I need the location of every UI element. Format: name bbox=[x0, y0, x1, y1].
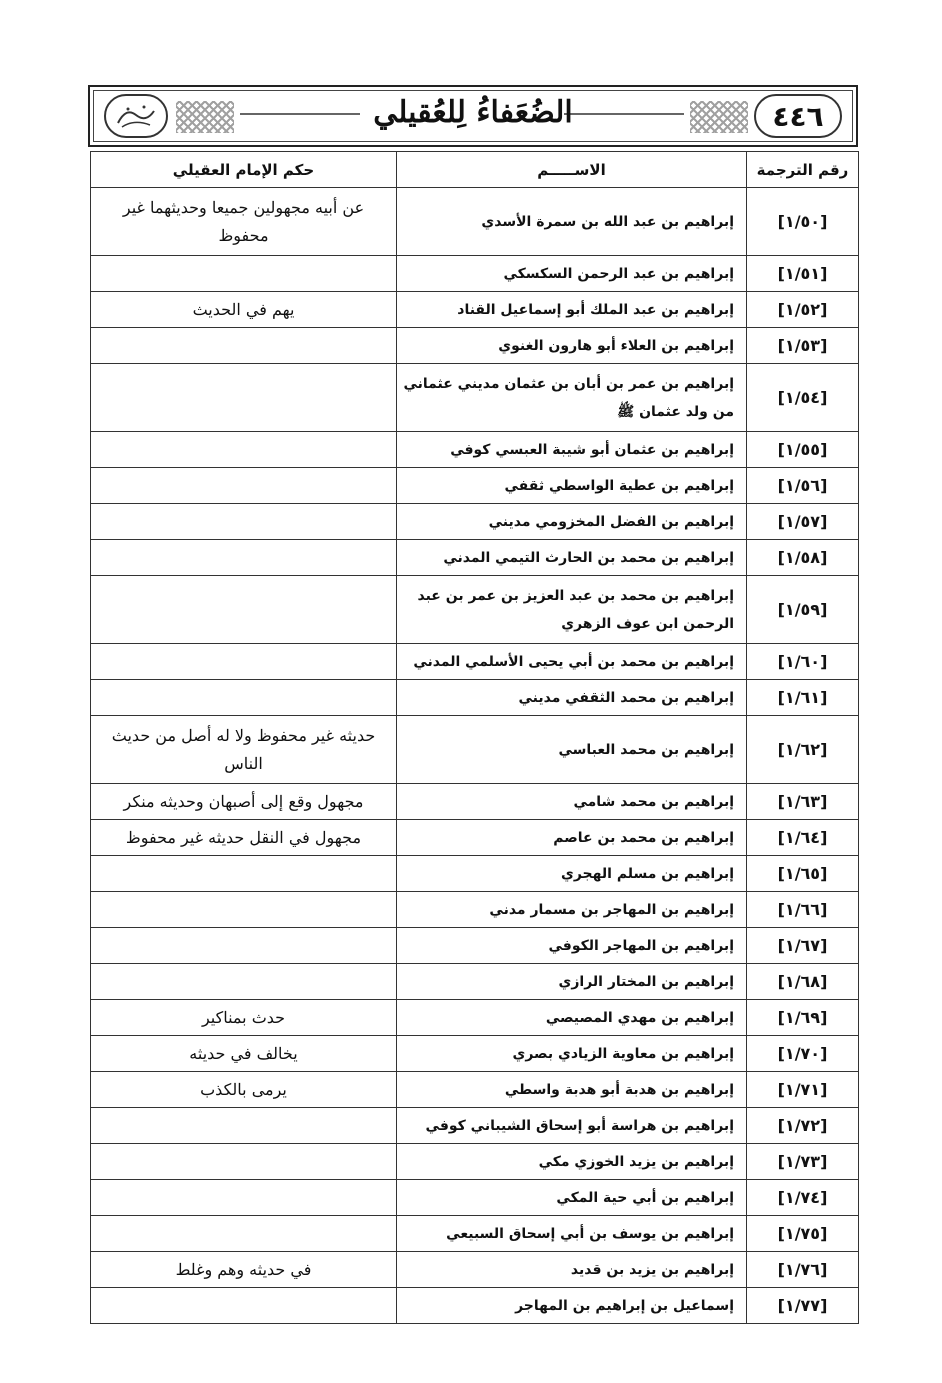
ruling-text bbox=[91, 1216, 397, 1252]
table-row bbox=[91, 680, 859, 716]
ruling-text: عن أبيه مجهولين جميعا وحديثهما غير محفوظ bbox=[91, 188, 397, 256]
ruling-text bbox=[91, 680, 397, 716]
narrator-name: إبراهيم بن مسلم الهجري bbox=[397, 856, 747, 892]
ruling-text bbox=[91, 540, 397, 576]
column-header-name: الاســـــم bbox=[397, 152, 747, 188]
ruling-text bbox=[91, 328, 397, 364]
entry-number: [١/٥٤] bbox=[747, 364, 859, 432]
narrator-name: إبراهيم بن محمد بن عاصم bbox=[397, 820, 747, 856]
entry-number: [١/٦١] bbox=[747, 680, 859, 716]
ornament-right bbox=[690, 101, 748, 133]
entry-number: [١/٥٣] bbox=[747, 328, 859, 364]
narrator-name: إبراهيم بن عثمان أبو شيبة العبسي كوفي bbox=[397, 432, 747, 468]
entry-number: [١/٥٩] bbox=[747, 576, 859, 644]
entry-number: [١/٧٢] bbox=[747, 1108, 859, 1144]
table-row bbox=[91, 364, 859, 432]
table-row bbox=[91, 856, 859, 892]
table-row bbox=[91, 1216, 859, 1252]
entry-number: [١/٦٤] bbox=[747, 820, 859, 856]
table-header-row bbox=[91, 152, 859, 188]
column-header-number: رقم الترجمة bbox=[747, 152, 859, 188]
ruling-text: حدث بمناكير bbox=[91, 1000, 397, 1036]
narrator-name: إبراهيم بن هدبة أبو هدبة واسطي bbox=[397, 1072, 747, 1108]
table-row bbox=[91, 256, 859, 292]
ruling-text bbox=[91, 644, 397, 680]
table-row bbox=[91, 292, 859, 328]
entry-number: [١/٥٧] bbox=[747, 504, 859, 540]
flourish-left bbox=[240, 113, 360, 115]
ruling-text bbox=[91, 364, 397, 432]
narrator-name: إبراهيم بن مهدي المصيصي bbox=[397, 1000, 747, 1036]
entry-number: [١/٧٣] bbox=[747, 1144, 859, 1180]
narrator-name: إبراهيم بن محمد بن عبد العزيز بن عمر بن عبد الرحمن ابن عوف الزهري bbox=[397, 576, 747, 644]
table-row bbox=[91, 716, 859, 784]
ruling-text bbox=[91, 892, 397, 928]
ruling-text bbox=[91, 856, 397, 892]
entry-number: [١/٧٤] bbox=[747, 1180, 859, 1216]
narrator-name: إبراهيم بن محمد بن أبي يحيى الأسلمي المدني bbox=[397, 644, 747, 680]
entry-number: [١/٦٩] bbox=[747, 1000, 859, 1036]
ruling-text bbox=[91, 1288, 397, 1324]
ruling-text: في حديثه وهم وغلط bbox=[91, 1252, 397, 1288]
narrator-name: إبراهيم بن محمد الثقفي مديني bbox=[397, 680, 747, 716]
entry-number: [١/٥٥] bbox=[747, 432, 859, 468]
ruling-text: يهم في الحديث bbox=[91, 292, 397, 328]
ruling-text bbox=[91, 256, 397, 292]
entry-number: [١/٦٧] bbox=[747, 928, 859, 964]
ruling-text bbox=[91, 576, 397, 644]
narrator-name: إبراهيم بن عبد الله بن سمرة الأسدي bbox=[397, 188, 747, 256]
table-row bbox=[91, 1288, 859, 1324]
narrator-name: إبراهيم بن الفضل المخزومي مديني bbox=[397, 504, 747, 540]
entry-number: [١/٦٥] bbox=[747, 856, 859, 892]
entry-number: [١/٥٠] bbox=[747, 188, 859, 256]
table-row bbox=[91, 928, 859, 964]
table-row bbox=[91, 820, 859, 856]
ruling-text bbox=[91, 1180, 397, 1216]
ruling-text bbox=[91, 468, 397, 504]
table-row bbox=[91, 784, 859, 820]
narrator-name: إبراهيم بن العلاء أبو هارون الغنوي bbox=[397, 328, 747, 364]
narrator-name: إبراهيم بن المختار الرازي bbox=[397, 964, 747, 1000]
table-row bbox=[91, 188, 859, 256]
ruling-text bbox=[91, 504, 397, 540]
entry-number: [١/٦٨] bbox=[747, 964, 859, 1000]
ruling-text bbox=[91, 928, 397, 964]
narrator-name: إبراهيم بن محمد العباسي bbox=[397, 716, 747, 784]
narrator-name: إبراهيم بن يزيد الخوزي مكي bbox=[397, 1144, 747, 1180]
entry-number: [١/٥٨] bbox=[747, 540, 859, 576]
narrator-name: إبراهيم بن يزيد بن قديد bbox=[397, 1252, 747, 1288]
entry-number: [١/٥٦] bbox=[747, 468, 859, 504]
table-row bbox=[91, 504, 859, 540]
ornament-left bbox=[176, 101, 234, 133]
ruling-text: مجهول في النقل حديثه غير محفوظ bbox=[91, 820, 397, 856]
narrator-name: إبراهيم بن يوسف بن أبي إسحاق السبيعي bbox=[397, 1216, 747, 1252]
page-number: ٤٤٦ bbox=[754, 94, 842, 138]
narrator-name: إبراهيم بن محمد بن الحارث التيمي المدني bbox=[397, 540, 747, 576]
table-row bbox=[91, 892, 859, 928]
ruling-text bbox=[91, 1108, 397, 1144]
narrator-name: إبراهيم بن معاوية الزيادي بصري bbox=[397, 1036, 747, 1072]
narrator-name: إبراهيم بن المهاجر الكوفي bbox=[397, 928, 747, 964]
table-row bbox=[91, 328, 859, 364]
entry-number: [١/٧٧] bbox=[747, 1288, 859, 1324]
narrator-name: إبراهيم بن أبي حية المكي bbox=[397, 1180, 747, 1216]
table-row bbox=[91, 540, 859, 576]
narrator-name: إسماعيل بن إبراهيم بن المهاجر bbox=[397, 1288, 747, 1324]
page-header bbox=[88, 85, 858, 147]
table-row bbox=[91, 1036, 859, 1072]
entry-number: [١/٧٠] bbox=[747, 1036, 859, 1072]
narrator-name: إبراهيم بن عبد الملك أبو إسماعيل القناد bbox=[397, 292, 747, 328]
column-header-ruling: حكم الإمام العقيلي bbox=[91, 152, 397, 188]
narrator-name: إبراهيم بن عبد الرحمن السكسكي bbox=[397, 256, 747, 292]
ruling-text: حديثه غير محفوظ ولا له أصل من حديث الناس bbox=[91, 716, 397, 784]
entry-number: [١/٥١] bbox=[747, 256, 859, 292]
book-emblem bbox=[104, 94, 168, 138]
narrator-name: إبراهيم بن محمد شامي bbox=[397, 784, 747, 820]
ruling-text bbox=[91, 1144, 397, 1180]
narrators-table bbox=[90, 151, 859, 1324]
table-row bbox=[91, 1000, 859, 1036]
book-title: الضُعَفاءُ لِلعُقيلي bbox=[373, 95, 573, 130]
table-row bbox=[91, 1144, 859, 1180]
narrator-name: إبراهيم بن عطية الواسطي ثقفي bbox=[397, 468, 747, 504]
table-row bbox=[91, 432, 859, 468]
flourish-right bbox=[564, 113, 684, 115]
table-row bbox=[91, 1108, 859, 1144]
narrator-name: إبراهيم بن المهاجر بن مسمار مدني bbox=[397, 892, 747, 928]
entry-number: [١/٦٣] bbox=[747, 784, 859, 820]
table-row bbox=[91, 576, 859, 644]
table-row bbox=[91, 1180, 859, 1216]
entry-number: [١/٦٠] bbox=[747, 644, 859, 680]
entry-number: [١/٧٥] bbox=[747, 1216, 859, 1252]
entry-number: [١/٧١] bbox=[747, 1072, 859, 1108]
narrator-name: إبراهيم بن عمر بن أبان بن عثمان مديني عثماني من ولد عثمان ﷺ bbox=[397, 364, 747, 432]
table-row bbox=[91, 644, 859, 680]
entry-number: [١/٦٢] bbox=[747, 716, 859, 784]
emblem-calligraphy-icon bbox=[114, 101, 158, 131]
entry-number: [١/٦٦] bbox=[747, 892, 859, 928]
entry-number: [١/٧٦] bbox=[747, 1252, 859, 1288]
table-row bbox=[91, 1252, 859, 1288]
ruling-text bbox=[91, 964, 397, 1000]
ruling-text: يخالف في حديثه bbox=[91, 1036, 397, 1072]
ruling-text bbox=[91, 432, 397, 468]
ruling-text: يرمى بالكذب bbox=[91, 1072, 397, 1108]
table-row bbox=[91, 1072, 859, 1108]
table-row bbox=[91, 468, 859, 504]
entry-number: [١/٥٢] bbox=[747, 292, 859, 328]
table-row bbox=[91, 964, 859, 1000]
ruling-text: مجهول وقع إلى أصبهان وحديثه منكر bbox=[91, 784, 397, 820]
narrator-name: إبراهيم بن هراسة أبو إسحاق الشيباني كوفي bbox=[397, 1108, 747, 1144]
